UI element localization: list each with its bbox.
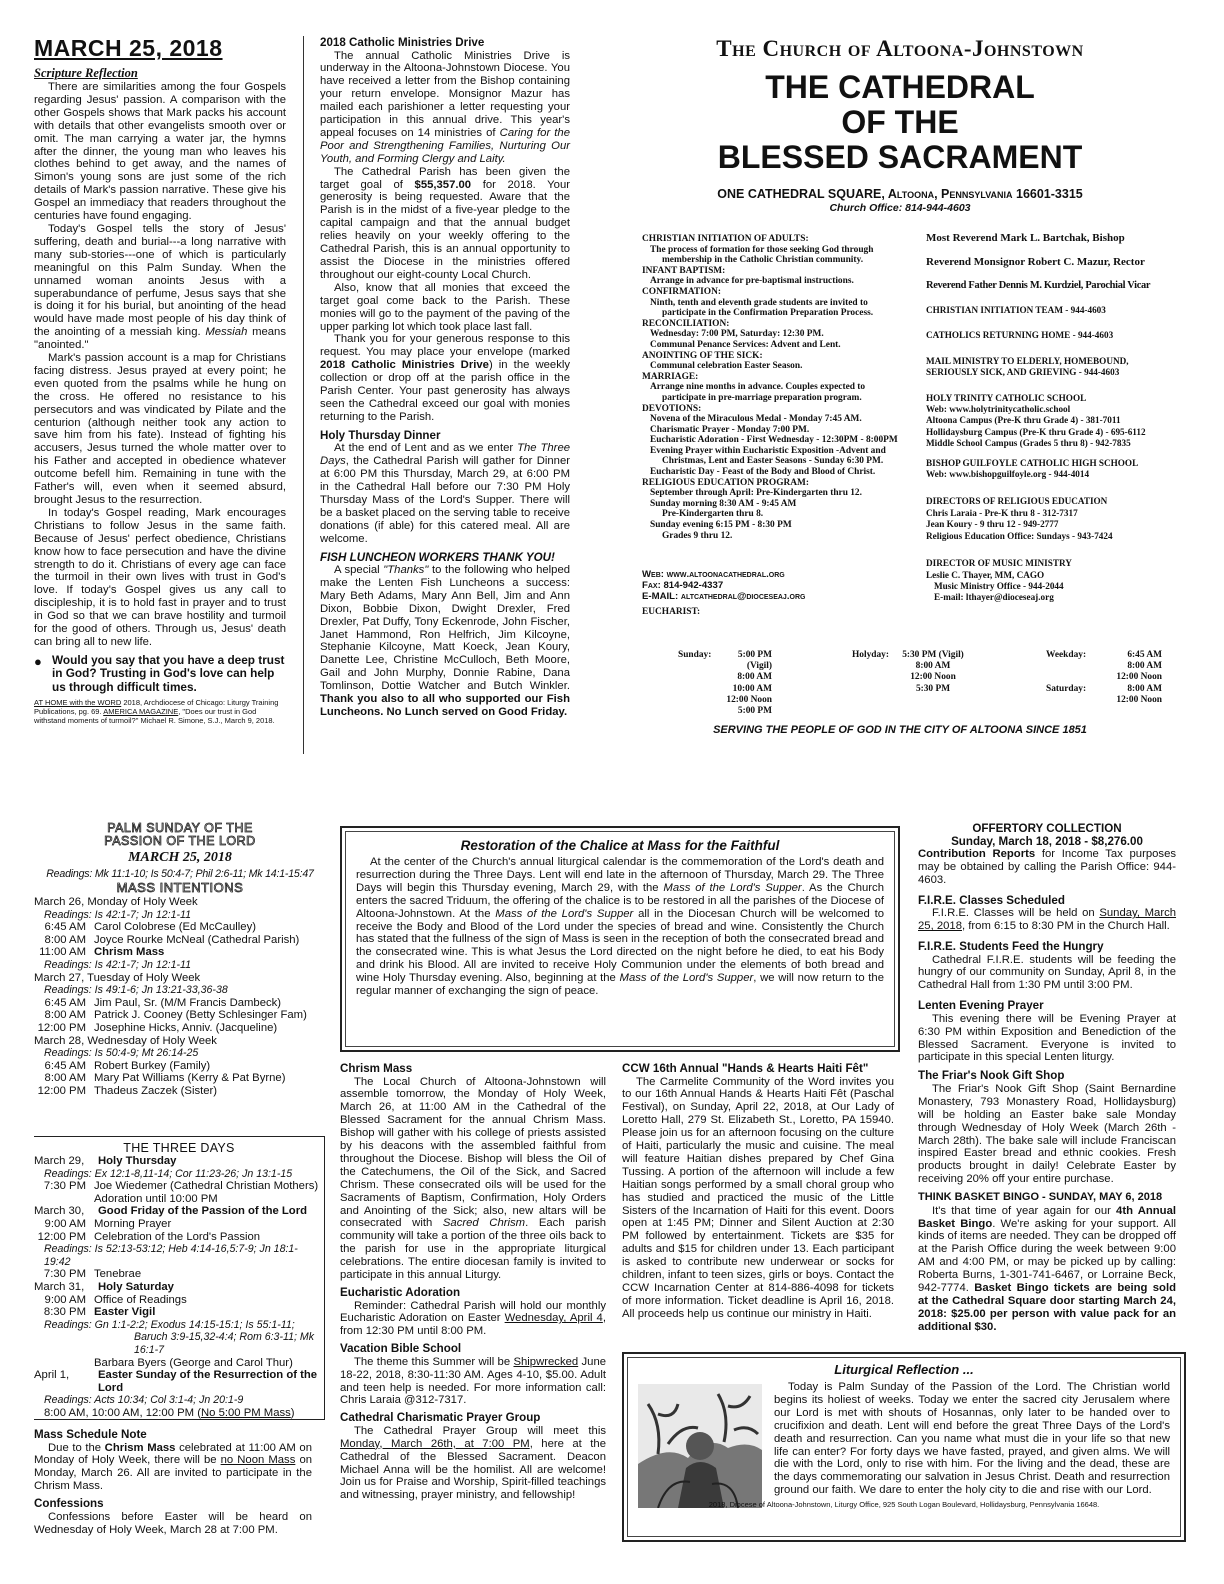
holyday-mass-time: 8:00 AM <box>915 661 951 672</box>
chalice-box <box>340 826 900 1052</box>
weekday-mass-time: 6:45 AM <box>1127 650 1162 660</box>
ministry-contact-line: DIRECTOR OF MUSIC MINISTRY <box>926 558 1072 569</box>
sacrament-heading: CHRISTIAN INITIATION OF ADULTS: <box>642 234 809 244</box>
mass-entry <box>34 1357 324 1370</box>
ministry-contact-line: Altoona Campus (Pre-K thru Grade 4) - 381-7011 <box>926 415 1121 426</box>
mass-schedule-note: Due to the Chrism Mass celebrated at 11:00 AM on Monday of Holy Week, there will be no Noon Mass on Monday, March 26. All are invited to participate in the Chrism Mass. <box>34 1441 313 1493</box>
bullet-icon: ● <box>34 653 42 669</box>
three-days-day <box>34 1281 324 1294</box>
ccw-column <box>622 1062 894 1321</box>
weekday-mass-time: 12:00 Noon <box>1116 672 1162 683</box>
mass-entry <box>34 921 326 934</box>
fire-hungry-heading: F.I.R.E. Students Feed the Hungry <box>918 940 1104 954</box>
day-title: Holy Saturday <box>98 1280 174 1293</box>
sacrament-heading: MARRIAGE: <box>642 371 699 382</box>
sacrament-detail: participate in pre-marriage preparation program. <box>662 392 862 403</box>
mass-intention: Easter Vigil <box>94 1306 156 1319</box>
sacrament-detail: Evening Prayer within Eucharistic Exposition -Advent and <box>650 445 886 456</box>
mass-intention: Mary Pat Williams (Kerry & Pat Byrne) <box>94 1072 286 1085</box>
mass-time: 8:00 AM <box>44 1009 86 1022</box>
masthead <box>620 36 1180 214</box>
friars-nook-text: The Friar's Nook Gift Shop (Saint Bernardine Monastery, 793 Monastery Road, Hollidaysburg) will be holding an Easter bake sale Monday through Wednesday of Holy Week (March 26th - March 28th). The bake sale will include Franciscan inspired Easter bread and ethnic cookies. Fresh products brought in daily! Celebrate Easter by receiving 20% off your entire purchase. <box>918 1082 1176 1186</box>
eucharistic-adoration-heading: Eucharistic Adoration <box>340 1286 461 1299</box>
saturday-label: Saturday: <box>1046 684 1087 694</box>
sacrament-heading: RELIGIOUS EDUCATION PROGRAM: <box>642 477 810 488</box>
ministry-contact-line: Chris Laraia - Pre-K thru 8 - 312-7317 <box>926 507 1078 518</box>
three-days-day <box>34 1369 324 1394</box>
adoration-text: Reminder: Cathedral Parish will hold our monthly Eucharistic Adoration on Easter Wednesday, April 4, from 12:30 PM until 8:00 PM. <box>340 1299 606 1338</box>
mass-time: 6:45 AM <box>44 996 86 1009</box>
readings-line: Readings: Ex 12:1-8,11-14; Cor 11:23-26; Jn 13:1-15 <box>44 1167 293 1180</box>
sacrament-detail: The process of formation for those seeking God through <box>650 244 874 255</box>
ministry-contact-line: Hollidaysburg Campus (Pre-K thru Grade 4) - 695-6112 <box>926 426 1146 437</box>
holyday-mass-time: 12:00 Noon <box>910 672 956 683</box>
day-title: Easter Sunday of the Resurrection of the Lord <box>98 1369 318 1394</box>
sacrament-detail: Ninth, tenth and eleventh grade students are invited to <box>650 297 868 308</box>
contact-info <box>642 569 917 602</box>
ministry-contacts <box>926 305 1186 604</box>
sacrament-detail: Charismatic Prayer - Monday 7:00 PM. <box>650 424 810 435</box>
mass-time: 8:30 PM <box>43 1306 86 1319</box>
day-title: Good Friday of the Passion of the Lord <box>98 1205 307 1218</box>
sacrament-detail: Eucharistic Day - Feast of the Body and Blood of Christ. <box>650 467 876 478</box>
mass-intention: Carol Colobrese (Ed McCaulley) <box>94 921 256 934</box>
palm-sunday-date: MARCH 25, 2018 <box>128 850 232 865</box>
weekday-times <box>1108 650 1162 684</box>
day-date: March 31, <box>34 1280 85 1293</box>
fire-classes-text: F.I.R.E. Classes will be held on Sunday, March 25, 2018, from 6:15 to 8:30 PM in the Church Hall. <box>918 907 1177 933</box>
ministry-contact-line: BISHOP GUILFOYLE CATHOLIC HIGH SCHOOL <box>926 457 1139 468</box>
mass-entry <box>34 1009 326 1022</box>
ministry-contact-line: Jean Koury - 9 thru 12 - 949-2777 <box>926 519 1059 530</box>
three-days-day <box>34 1155 324 1168</box>
schedule-notes <box>34 1426 312 1536</box>
contribution-reports: Contribution Reports for Income Tax purposes may be obtained by calling the Parish Office: 944-4603. <box>918 848 1176 886</box>
palm-procession-illustration <box>638 1384 762 1508</box>
sunday-mass-time: 5:00 PM (Vigil) <box>737 650 772 672</box>
sacrament-detail: Communal Penance Services: Advent and Lent. <box>650 339 841 350</box>
sacrament-heading: ANOINTING OF THE SICK: <box>642 350 763 361</box>
sacrament-detail: membership in the Catholic Christian community. <box>662 255 864 266</box>
cathedral-title-1: THE CATHEDRAL <box>765 69 1035 105</box>
holyday-mass-time: 5:30 PM (Vigil) <box>902 650 964 660</box>
fish-luncheon-p: A special "Thanks" to the following who helped make the Lenten Fish Luncheons a success: Mary Beth Adams, Mary Ann Bell, Jim and Ann Dixon, Bobbie Dixon, Dwight Drexler, Fred Drexler, Pat Duffy, Tony Eckenrode, John Fischer, Janet Hammond, Ron Helfrich, Jim Kilcoyne, Stephanie Kilcoyne, Matt Koeck, Jean Koury, Danette Lee, Christine McCulloch, Beth Moore, Gail and John Murphy, Donnie Rabine, Dana Tomlinson, Dottie Watcher and Butch Winkler. Thank you also to all who supported our Fish Luncheons. No Lunch served on Good Friday. <box>320 564 571 718</box>
mass-schedule <box>642 650 1182 717</box>
holy-thursday-dinner-heading: Holy Thursday Dinner <box>320 428 441 442</box>
friars-nook-heading: The Friar's Nook Gift Shop <box>918 1069 1065 1083</box>
mass-entry <box>34 1306 324 1319</box>
sacrament-detail: Eucharistic Adoration - First Wednesday - 12:30PM - 8:00PM <box>650 435 898 446</box>
sacrament-detail: Arrange in advance for pre-baptismal instructions. <box>650 276 854 287</box>
readings-line: Readings: Acts 10:34; Col 3:1-4; Jn 20:1-9 <box>44 1394 244 1407</box>
three-days-day <box>34 1205 324 1218</box>
sacrament-heading: CONFIRMATION: <box>642 286 721 297</box>
mass-time <box>34 1193 94 1206</box>
eucharist-label: EUCHARIST: <box>642 607 701 618</box>
sacrament-detail: Wednesday: 7:00 PM, Saturday: 12:30 PM. <box>650 329 824 340</box>
mass-schedule-note-heading: Mass Schedule Note <box>34 1428 147 1441</box>
ministry-contact-line: Web: www.bishopguilfoyle.org - 944-4014 <box>926 469 1090 480</box>
drive-p3: Also, know that all monies that exceed the target goal come back to the Parish. These monies will go to the payment of the paving of the upper parking lot which took place last fall. <box>320 281 570 333</box>
ccw-text: The Carmelite Community of the Word invites you to our 16th Annual Hands & Hearts Haiti Fêt (Paschal Festival), on Sunday, April 22, 2018, at Our Lady of Loretto Hall, 279 St. Elizabeth St., Loretto, PA 15940. Please join us for an afternoon focusing on the culture of Haiti, particularly the music and cuisine. The meal will feature Haitian dishes prepared by Chef Gina Tussing. A portion of the afternoon will include a few Haitian songs performed by a small choral group who has studied and practiced the music of the Little Sisters of the Incarnation of Haiti for this event. Doors open at 1:45 PM; Dinner and Silent Auction at 2:30 PM followed by entertainment. Tickets are $35 for adults and $15 for children under 13. Each participant is asked to contribute new underwear or socks for children, infant to teen sizes, girls or boys. Contact the CCW Incarnation Center at 814-886-4098 for tickets of more information. Ticket deadline is April 16, 2018. All proceeds help us continue our ministry in Haiti. <box>622 1075 894 1320</box>
announcements-column <box>918 822 1176 1334</box>
mass-time: 9:00 AM <box>44 1217 86 1230</box>
saturday-times <box>1108 684 1162 706</box>
evening-prayer-text: This evening there will be Evening Prayer at 6:30 PM within Exposition and Benediction of the Blessed Sacrament. Everyone is invited to participate in this special Lenten liturgy. <box>918 1012 1176 1064</box>
ministry-contact-line: MAIL MINISTRY TO ELDERLY, HOMEBOUND, <box>926 355 1129 366</box>
ministry-contact-line: E-mail: lthayer@dioceseaj.org <box>934 592 1054 603</box>
mass-time: 12:00 PM <box>37 1021 86 1034</box>
sacraments-entries <box>642 234 917 541</box>
intention-rows <box>34 896 326 1098</box>
mass-entry <box>34 1180 324 1193</box>
mass-intention: Barbara Byers (George and Carol Thur) <box>94 1356 293 1369</box>
chrism-column <box>340 1062 606 1502</box>
confessions-heading: Confessions <box>34 1497 104 1511</box>
readings-line: Baruch 3:9-15,32-4:4; Rom 6:3-11; Mk 16:1-7 <box>134 1331 314 1356</box>
issue-date: MARCH 25, 2018 <box>34 35 223 61</box>
church-office-phone: Church Office: 814-944-4603 <box>829 202 971 214</box>
ministry-contact-line: Religious Education Office: Sundays - 943-7424 <box>926 530 1113 541</box>
mass-intentions <box>34 822 326 1098</box>
sacrament-detail: Sunday morning 8:30 AM - 9:45 AM <box>650 498 797 509</box>
mass-time <box>34 1357 94 1370</box>
mass-time: 12:00 PM <box>37 1230 86 1243</box>
sunday-mass-time: 10:00 AM <box>732 683 772 694</box>
day-date: March 30, <box>34 1205 85 1218</box>
sacrament-detail: Pre-Kindergarten thru 8. <box>662 509 764 520</box>
sunday-mass-time: 8:00 AM <box>737 672 772 683</box>
chalice-text: At the center of the Church's annual liturgical calendar is the commemoration of the Lord's death and resurrection during the Three Days. Lent will end late in the afternoon of Thursday, March 29. The Three Days will begin this Thursday evening, March 29, with the Mass of the Lord's Supper. As the Church enters the sacred Triduum, the offering of the chalice is to be restored in all the parishes of the Diocese of Altoona-Johnstown. At the Mass of the Lord's Supper all in the Diocesan Church will be welcomed to receive the Body and Blood of the Lord under the species of bread and wine. Consistently the Church has stated that the fullness of the sign of Mass is seen in the reception of both the consecrated bread and the consecrated wine. This is what Jesus the Lord directed on the night before he died, to eat his Body and drink his Blood. All are invited to receive Holy Communion under the elements of both bread and wine Holy Thursday evening. Also, beginning at the Mass of the Lord's Supper, we will now return to the regular manner of exchanging the sign of peace. <box>356 856 885 998</box>
chrism-mass-text: The Local Church of Altoona-Johnstown will assemble tomorrow, the Monday of Holy Week, March 26, at 11:00 AM in the Cathedral of the Blessed Sacrament for the annual Chrism Mass. Bishop will gather with his college of priests assisted by his deacons with the assembled faithful from throughout the Diocese. Bishop will bless the Oil of the Catechumens, the Oil of the Sick, and Sacred Chrism. These consecrated oils will be used for the Sacraments of Baptism, Confirmation, Holy Orders and Anointing of the Sick; also, new altars will be consecrated with Sacred Chrism. Each parish community will take a portion of the three oils back to the parish for use in the appropriate liturgical celebrations. The entire diocesan family is invited to participate in this annual Liturgy. <box>340 1075 606 1282</box>
sacrament-detail: Sunday evening 6:15 PM - 8:30 PM <box>650 520 792 531</box>
mass-intention: Josephine Hicks, Anniv. (Jacqueline) <box>94 1021 278 1034</box>
ministry-contact-line: DIRECTORS OF RELIGIOUS EDUCATION <box>926 496 1108 507</box>
readings-line: Readings: Gn 1:1-2:2; Exodus 14:15-15:1; Is 55:1-11; <box>44 1318 295 1331</box>
liturgical-text: Today is Palm Sunday of the Passion of the Lord. The Christian world begins its holiest of weeks. Today we enter the sacred city Jerusalem where our Lord is met with shouts of Hosannas, only later to be handed over to crucifixion and death. Lent will end before the great Three Days of the Lord's death and resurrection. Can you name what must die in your life so that new life can enter? For forty days we have fasted, prayed, and given alms. We will die with the Lord, only to rise with him. For the living and the dead, these are the days commemorating our salvation in Jesus Christ. Death and resurrection ground our faith. We dare to enter the holy city to die and rise with our Lord. <box>774 1381 1170 1497</box>
offertory-amount: Sunday, March 18, 2018 - $8,276.00 <box>951 835 1143 848</box>
email-address[interactable]: E-MAIL: altcathedral@dioceseaj.org <box>642 591 806 603</box>
mass-entry <box>34 1218 324 1231</box>
sacrament-detail: Christmas, Lent and Easter Seasons - Sunday 6:30 PM. <box>662 456 884 467</box>
mass-time: 7:30 PM <box>43 1180 86 1193</box>
readings-line: Readings: Is 52:13-53:12; Heb 4:14-16,5:7-9; Jn 18:1-19:42 <box>44 1243 298 1268</box>
three-days-title: THE THREE DAYS <box>123 1141 235 1155</box>
holyday-times <box>894 650 972 695</box>
sacrament-detail: Grades 9 thru 12. <box>662 530 733 541</box>
saturday-mass-time: 8:00 AM <box>1127 684 1162 694</box>
fax-number: Fax: 814-942-4337 <box>642 580 724 592</box>
mass-intention: Office of Readings <box>94 1293 187 1306</box>
ministry-contact-line: Leslie C. Thayer, MM, CAGO <box>926 569 1045 580</box>
mass-time: 11:00 AM <box>39 946 86 959</box>
liturgical-title: Liturgical Reflection ... <box>834 1362 974 1377</box>
sacrament-heading: DEVOTIONS: <box>642 403 702 414</box>
fire-hungry-text: Cathedral F.I.R.E. students will be feeding the hungry of our community on Sunday, April 8, in the Cathedral Hall from 1:30 PM until 3:00 PM. <box>918 953 1176 992</box>
scripture-column <box>34 36 286 725</box>
sacrament-detail: Communal celebration Easter Season. <box>650 361 803 372</box>
mass-intention: Celebration of the Lord's Passion <box>94 1230 261 1243</box>
mass-intention: Morning Prayer <box>94 1217 172 1230</box>
mass-entry <box>34 1294 324 1307</box>
palm-sunday-title-2: PASSION OF THE LORD <box>104 834 256 848</box>
sunday-mass-time: 5:00 PM <box>737 706 772 717</box>
mass-time: 8:00 AM <box>44 933 86 946</box>
offertory-heading: OFFERTORY COLLECTION <box>972 822 1122 835</box>
scripture-p2: Today's Gospel tells the story of Jesus' suffering, death and burial---a long narrative with many sub-stories---one of which is particularly meaningful on this Palm Sunday. When the unnamed woman anoints Jesus with a superabundance of perfume, Jesus says that she is doing it for his burial, but anointing of the head would have made most people of his day think of the anointing of a messiah king. Messiah means "anointed." <box>34 222 286 352</box>
mass-intention: Thadeus Zaczek (Sister) <box>94 1084 218 1097</box>
web-address[interactable]: Web: www.altoonacathedral.org <box>642 569 785 581</box>
mass-intention: Chrism Mass <box>94 946 165 959</box>
mass-entry <box>34 1072 326 1085</box>
mass-intention: Joe Wiedemer (Cathedral Christian Mothers) <box>94 1180 319 1193</box>
day-date: April 1, <box>34 1369 70 1382</box>
scripture-p4: In today's Gospel reading, Mark encourages Christians to follow Jesus in the same faith. Because of Jesus' perfect obedience, Christians know how to face persecution and have the divine strength to do it. Christians of every age can face the turmoil in their own lives with trust in God's love. If today's Gospel gives us any call to discipleship, it is to hold fast in prayer and to trust in God so that we can brave hostility and turmoil for the good of others. Through us, Jesus' death can bring all to new life. <box>34 506 286 648</box>
ministry-contact-line: HOLY TRINITY CATHOLIC SCHOOL <box>926 392 1087 403</box>
drive-p2: The Cathedral Parish has been given the target goal of $55,357.00 for 2018. Your generosity is being requested. Aware that the Parish is in the midst of a five-year pledge to the capital campaign and that the annual budget relies heavily on your weekly offering to the Cathedral Parish, this is an annual opportunity to assist the Diocese in the ministries offered throughout our eight-county Local Church. <box>320 165 571 281</box>
day-date: March 29, <box>34 1155 85 1167</box>
basket-bingo-heading: THINK BASKET BINGO - SUNDAY, MAY 6, 2018 <box>918 1191 1163 1204</box>
vicar-name: Reverend Father Dennis M. Kurdziel, Parochial Vicar <box>926 280 1151 291</box>
mass-intention: Robert Burkey (Family) <box>94 1059 211 1072</box>
holyday-mass-time: 5:30 PM <box>915 683 951 694</box>
palm-sunday-readings: Readings: Mk 11:1-10; Is 50:4-7; Phil 2:6-11; Mk 14:1-15:47 <box>46 868 314 880</box>
ministries-drive-heading: 2018 Catholic Ministries Drive <box>320 36 485 49</box>
sacrament-detail: participate in the Confirmation Preparation Process. <box>662 308 874 319</box>
confessions-text: Confessions before Easter will be heard on Wednesday of Holy Week, March 28 at 7:00 PM. <box>34 1510 312 1536</box>
mass-time: 6:45 AM <box>44 1059 86 1072</box>
mass-time: 12:00 PM <box>37 1084 86 1097</box>
readings-line: Readings: Is 49:1-6; Jn 13:21-33,36-38 <box>44 984 228 997</box>
sunday-label: Sunday: <box>678 650 712 660</box>
ministry-contact-line: CATHOLICS RETURNING HOME - 944-4603 <box>926 330 1114 341</box>
church-name: The Church of Altoona-Johnstown <box>716 36 1084 61</box>
vbs-heading: Vacation Bible School <box>340 1342 462 1356</box>
evening-prayer-heading: Lenten Evening Prayer <box>918 999 1044 1013</box>
ministry-contact-line: CHRISTIAN INITIATION TEAM - 944-4603 <box>926 305 1106 315</box>
weekday-label: Weekday: <box>1046 650 1087 660</box>
mass-entry <box>34 1193 324 1206</box>
mass-intentions-heading: MASS INTENTIONS <box>116 880 244 895</box>
dinner-p: At the end of Lent and as we enter The Three Days, the Cathedral Parish will gather for Dinner at 6:00 PM this Thursday, March 29, at 6:00 PM in the Cathedral Hall before our 7:30 PM Holy Thursday Mass of the Lord's Supper. There will be a basket placed on the serving table to receive donations (if able) for this catered meal. All are welcome. <box>320 442 571 545</box>
serving-tagline: SERVING THE PEOPLE OF GOD IN THE CITY OF ALTOONA SINCE 1851 <box>713 724 1087 736</box>
fire-classes-heading: F.I.R.E. Classes Scheduled <box>918 893 1065 907</box>
sacrament-detail: Arrange nine months in advance. Couples expected to <box>650 382 866 393</box>
intention-day: March 26, Monday of Holy Week <box>34 896 198 908</box>
sacrament-heading: INFANT BAPTISM: <box>642 265 726 276</box>
vbs-text: The theme this Summer will be Shipwrecked June 18-22, 2018, 8:30-11:30 AM. Ages 4-10, $5.00. Adult and teen help is needed. For more information call: Chris Laraia @312-7317. <box>340 1355 607 1407</box>
mass-intention: Tenebrae <box>94 1268 142 1281</box>
weekday-mass-time: 8:00 AM <box>1127 661 1162 672</box>
sunday-mass-time: 12:00 Noon <box>726 694 772 705</box>
sacraments-list <box>642 234 917 618</box>
scripture-p3: Mark's passion account is a map for Christians facing distress. Jesus prayed at every point; he even quoted from the psalms while he hung on the cross. He offered no resistance to his persecutors and was vindicated by Pilate and the centurion (although neither took any action to save him from his fate). Instead of fighting his accusers, Jesus turned the whole matter over to his Father and accepted in obedience whatever outcome befell him. Remaining in tune with the Father's will, even when it seemed absurd, brought Jesus to the resurrection. <box>34 352 286 506</box>
bishop-name: Most Reverend Mark L. Bartchak, Bishop <box>926 232 1125 244</box>
saturday-mass-time: 12:00 Noon <box>1116 695 1162 706</box>
drive-p1: The annual Catholic Ministries Drive is underway in the Altoona-Johnstown Diocese. You have received a letter from the Bishop containing your return envelope. Monsignor Mazur has mailed each parishioner a letter requesting your participation in this annual drive. This year's appeal focuses on 14 ministries of Caring for the Poor and Strengthening Families, Nurturing Our Youth, and Forming Clergy and Laity. <box>320 49 570 165</box>
rector-name: Reverend Monsignor Robert C. Mazur, Rector <box>926 256 1145 268</box>
mass-entry <box>34 1022 326 1035</box>
citation: AT HOME with the WORD 2018, Archdiocese of Chicago: Liturgy Training Publications, pg. 69. AMERICA MAGAZINE, "Does our trust in God withstand moments of turmoil?" Michael R. Simone, S.J., March 9, 2018. <box>34 698 279 726</box>
staff-directory <box>926 232 1186 604</box>
sunday-times <box>714 650 772 717</box>
mass-entry <box>34 1085 326 1098</box>
readings-line: Readings: Is 42:1-7; Jn 12:1-11 <box>44 908 192 921</box>
mass-entry <box>34 997 326 1010</box>
sacrament-heading: RECONCILIATION: <box>642 318 730 329</box>
ccw-heading: CCW 16th Annual "Hands & Hearts Haiti Fêt" <box>622 1062 869 1075</box>
holyday-label: Holyday: <box>852 650 889 660</box>
day-title: Holy Thursday <box>98 1155 177 1167</box>
palm-sunday-title-1: PALM SUNDAY OF THE <box>107 821 253 835</box>
readings-line: Readings: Is 42:1-7; Jn 12:1-11 <box>44 958 192 971</box>
mass-intention: Joyce Rourke McNeal (Cathedral Parish) <box>94 933 300 946</box>
mass-entry <box>34 946 326 959</box>
readings-line: Readings: Is 50:4-9; Mt 26:14-25 <box>44 1047 199 1060</box>
mass-time: 9:00 AM <box>44 1293 86 1306</box>
liturgical-reflection-box <box>622 1352 1186 1542</box>
mass-time: 6:45 AM <box>44 921 86 934</box>
sacrament-detail: September through April: Pre-Kindergarten thru 12. <box>650 488 862 499</box>
drive-p4: Thank you for your generous response to this request. You may place your envelope (marked 2018 Catholic Ministries Drive) in the weekly collection or drop off at the parish office in the Parish Center. Your past generosity has always seen the Cathedral exceed our goal with monies returning to the Parish. <box>320 333 570 423</box>
cathedral-title-3: BLESSED SACRAMENT <box>717 139 1083 175</box>
ministry-contact-line: SERIOUSLY SICK, AND GRIEVING - 944-4603 <box>926 367 1120 378</box>
church-address: ONE CATHEDRAL SQUARE, Altoona, Pennsylvania 16601-3315 <box>717 187 1083 201</box>
charismatic-text: The Cathedral Prayer Group will meet this Monday, March 26th, at 7:00 PM, here at the Cathedral of the Blessed Sacrament. Deacon Michael Anna will be the homilist. All are welcome! Join us for Praise and Worship, Spirit-filled teachings and witnessing, prayer ministry, and fellowship! <box>340 1424 606 1502</box>
three-days-box <box>34 1136 325 1420</box>
scripture-p1: There are similarities among the four Gospels regarding Jesus' passion. A comparison with the other Gospels shows that Mark packs his account with details that other evangelists smooth over or omit. The man carrying a water jar, the hymns after the dinner, the young man who leaves his clothes behind to get away, and the names of Simon's young sons are just some of the rich details of Mark's passion narrative. These give his Gospel an immediacy that readers throughout the centuries have found engaging. <box>34 81 286 223</box>
ministry-contact-line: Middle School Campus (Grades 5 thru 8) - 942-7835 <box>926 438 1131 449</box>
mass-intention: Jim Paul, Sr. (M/M Francis Dambeck) <box>94 996 282 1009</box>
mass-entry <box>34 1268 324 1281</box>
mass-intention: Adoration until 10:00 PM <box>94 1192 218 1205</box>
sacrament-detail: Novena of the Miraculous Medal - Monday 7:45 AM. <box>650 414 862 425</box>
ministry-contact-line: Music Ministry Office - 944-2044 <box>934 580 1064 591</box>
mass-entry <box>34 1060 326 1073</box>
three-days-rows <box>34 1155 324 1407</box>
column-divider <box>303 36 304 754</box>
charismatic-heading: Cathedral Charismatic Prayer Group <box>340 1411 541 1425</box>
mass-time: 8:00 AM <box>44 1072 86 1085</box>
easter-mass-times: 8:00 AM, 10:00 AM, 12:00 PM ( No 5:00 PM Mass ) <box>44 1406 295 1419</box>
ministry-contact-line: Web: www.holytrinitycatholic.school <box>926 404 1071 415</box>
fish-luncheon-heading: FISH LUNCHEON WORKERS THANK YOU! <box>320 550 555 564</box>
reflection-question: ● Would you say that you have a deep trust in God? Trusting in God's love can help us through difficult times. <box>34 652 285 694</box>
intention-day: March 27, Tuesday of Holy Week <box>34 971 201 984</box>
cathedral-title-2: OF THE <box>841 104 959 140</box>
ministries-column <box>320 36 570 719</box>
chalice-title: Restoration of the Chalice at Mass for the Faithful <box>460 838 780 853</box>
intention-day: March 28, Wednesday of Holy Week <box>34 1034 217 1047</box>
chrism-mass-heading: Chrism Mass <box>340 1062 413 1075</box>
liturgical-credit: 2018, Diocese of Altoona-Johnstown, Liturgy Office, 925 South Logan Boulevard, Hollidaysburg, Pennsylvania 16648. <box>708 1500 1100 1510</box>
mass-intention: Patrick J. Cooney (Betty Schlesinger Fam) <box>94 1009 307 1022</box>
mass-entry <box>34 1231 324 1244</box>
mass-time: 7:30 PM <box>43 1268 86 1281</box>
basket-bingo-text: It's that time of year again for our 4th Annual Basket Bingo. We're asking for your support. All kinds of items are needed. They can be dropped off at the Parish Office during the week between 9:00 AM and 4:00 PM, or may be picked up by calling: Roberta Burns, 1-301-741-6467, or Lorraine Beck, 942-7774. Basket Bingo tickets are being sold at the Cathedral Square door starting March 24, 2018: $25.00 per person with value pack for an additional $30. <box>918 1204 1176 1333</box>
scripture-heading: Scripture Reflection <box>34 66 138 80</box>
mass-entry <box>34 934 326 947</box>
